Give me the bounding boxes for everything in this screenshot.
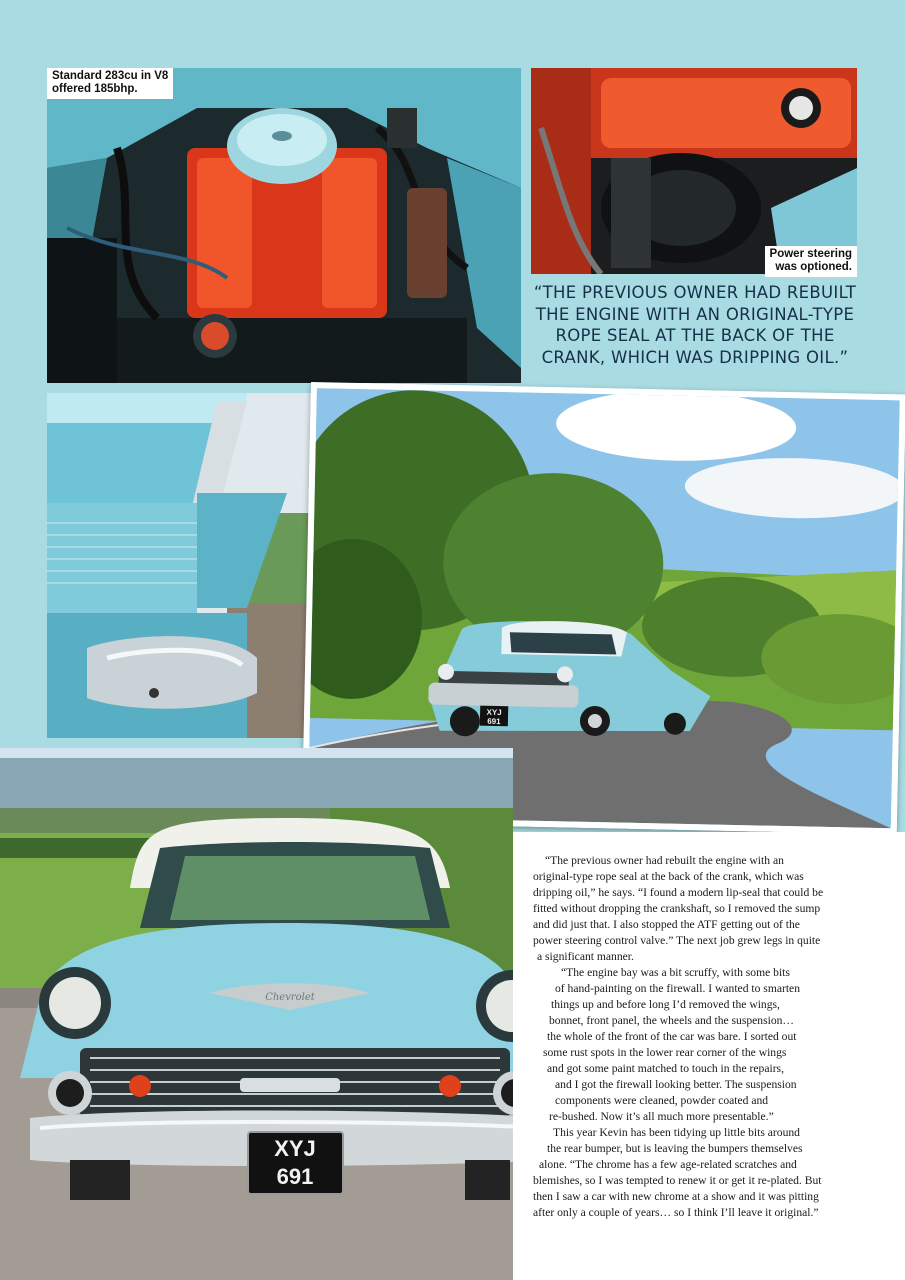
body-line: then I saw a car with new chrome at a show and it was pitting	[533, 1190, 819, 1203]
body-line: “The engine bay was a bit scruffy, with some bits	[561, 966, 790, 979]
body-line: re-bushed. Now it’s all much more presentable.”	[549, 1110, 774, 1123]
article-body	[513, 832, 905, 1280]
body-line: alone. “The chrome has a few age-related scratches and	[539, 1158, 797, 1171]
pull-quote: “THE PREVIOUS OWNER HAD REBUILT THE ENGINE WITH AN ORIGINAL-TYPE ROPE SEAL AT THE BACK OF THE CRANK, WHICH WAS DRIPPING OIL.”	[533, 283, 857, 367]
body-line: blemishes, so I was tempted to renew it or get it re-plated. But	[533, 1174, 822, 1187]
front-view-photo	[0, 748, 513, 1280]
road-plate-line2: 691	[487, 716, 501, 727]
power-steering-photo	[531, 68, 857, 274]
body-line: the whole of the front of the car was bare. I sorted out	[547, 1030, 797, 1043]
body-line: This year Kevin has been tidying up little bits around	[553, 1126, 800, 1139]
body-line: “The previous owner had rebuilt the engine with an	[545, 854, 784, 867]
chevrolet-script: Chevrolet	[265, 992, 315, 1003]
body-line: of hand-painting on the firewall. I wanted to smarten	[555, 982, 801, 995]
front-plate-line2: 691	[276, 1164, 314, 1189]
body-line: fitted without dropping the crankshaft, so I removed the sump	[533, 902, 821, 915]
body-line: and did just that. I also stopped the ATF getting out of the	[533, 918, 800, 931]
body-line: power steering control valve.” The next job grew legs in quite	[533, 934, 821, 947]
body-line: the rear bumper, but is leaving the bumpers themselves	[547, 1142, 803, 1155]
body-line: bonnet, front panel, the wheels and the suspension…	[549, 1014, 795, 1027]
body-line: some rust spots in the lower rear corner of the wings	[543, 1046, 787, 1059]
body-line: a significant manner.	[537, 950, 634, 963]
body-line: components were cleaned, powder coated and	[555, 1094, 769, 1107]
tailfin-photo	[47, 393, 312, 738]
body-line: dripping oil,” he says. “I found a modern lip-seal that could be	[533, 886, 824, 899]
body-line: things up and before long I’d removed the wings,	[551, 998, 780, 1011]
road-plate-line1: XYJ	[486, 707, 502, 718]
body-line: and I got the firewall looking better. The suspension	[555, 1078, 797, 1091]
body-line: after only a couple of years… so I think I’ll leave it original.”	[533, 1206, 819, 1219]
body-line: and got some paint matched to touch in the repairs,	[547, 1062, 784, 1075]
body-line: original-type rope seal at the back of the crank, which was	[533, 870, 804, 883]
steering-caption: Power steering was optioned.	[765, 246, 857, 277]
engine-caption: Standard 283cu in V8 offered 185bhp.	[47, 68, 173, 99]
engine-bay-photo	[47, 68, 521, 383]
front-plate-line1: XYJ	[274, 1136, 316, 1161]
